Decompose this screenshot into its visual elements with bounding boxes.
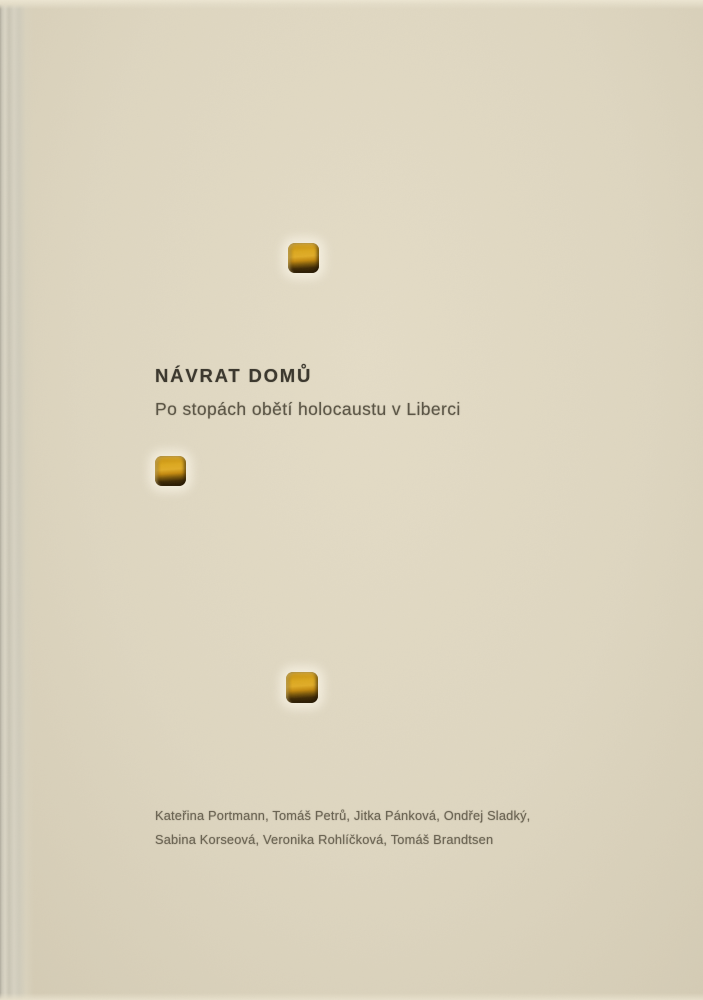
brass-stone-icon — [288, 243, 319, 273]
authors-line-1: Kateřina Portmann, Tomáš Petrů, Jitka Pánková, Ondřej Sladký, — [155, 808, 531, 823]
authors-line-2: Sabina Korseová, Veronika Rohlíčková, Tomáš Brandtsen — [155, 832, 494, 847]
book-subtitle: Po stopách obětí holocaustu v Liberci — [155, 399, 461, 419]
cover-top-edge-highlight — [0, 0, 703, 9]
brass-stone-icon — [155, 456, 186, 486]
brass-stone-icon — [286, 672, 318, 703]
cover-bottom-edge-highlight — [0, 993, 703, 1000]
book-title: NÁVRAT DOMŮ — [155, 365, 313, 386]
authors-block — [155, 804, 530, 852]
book-spine-groove — [0, 0, 34, 1000]
title-block — [155, 365, 461, 420]
